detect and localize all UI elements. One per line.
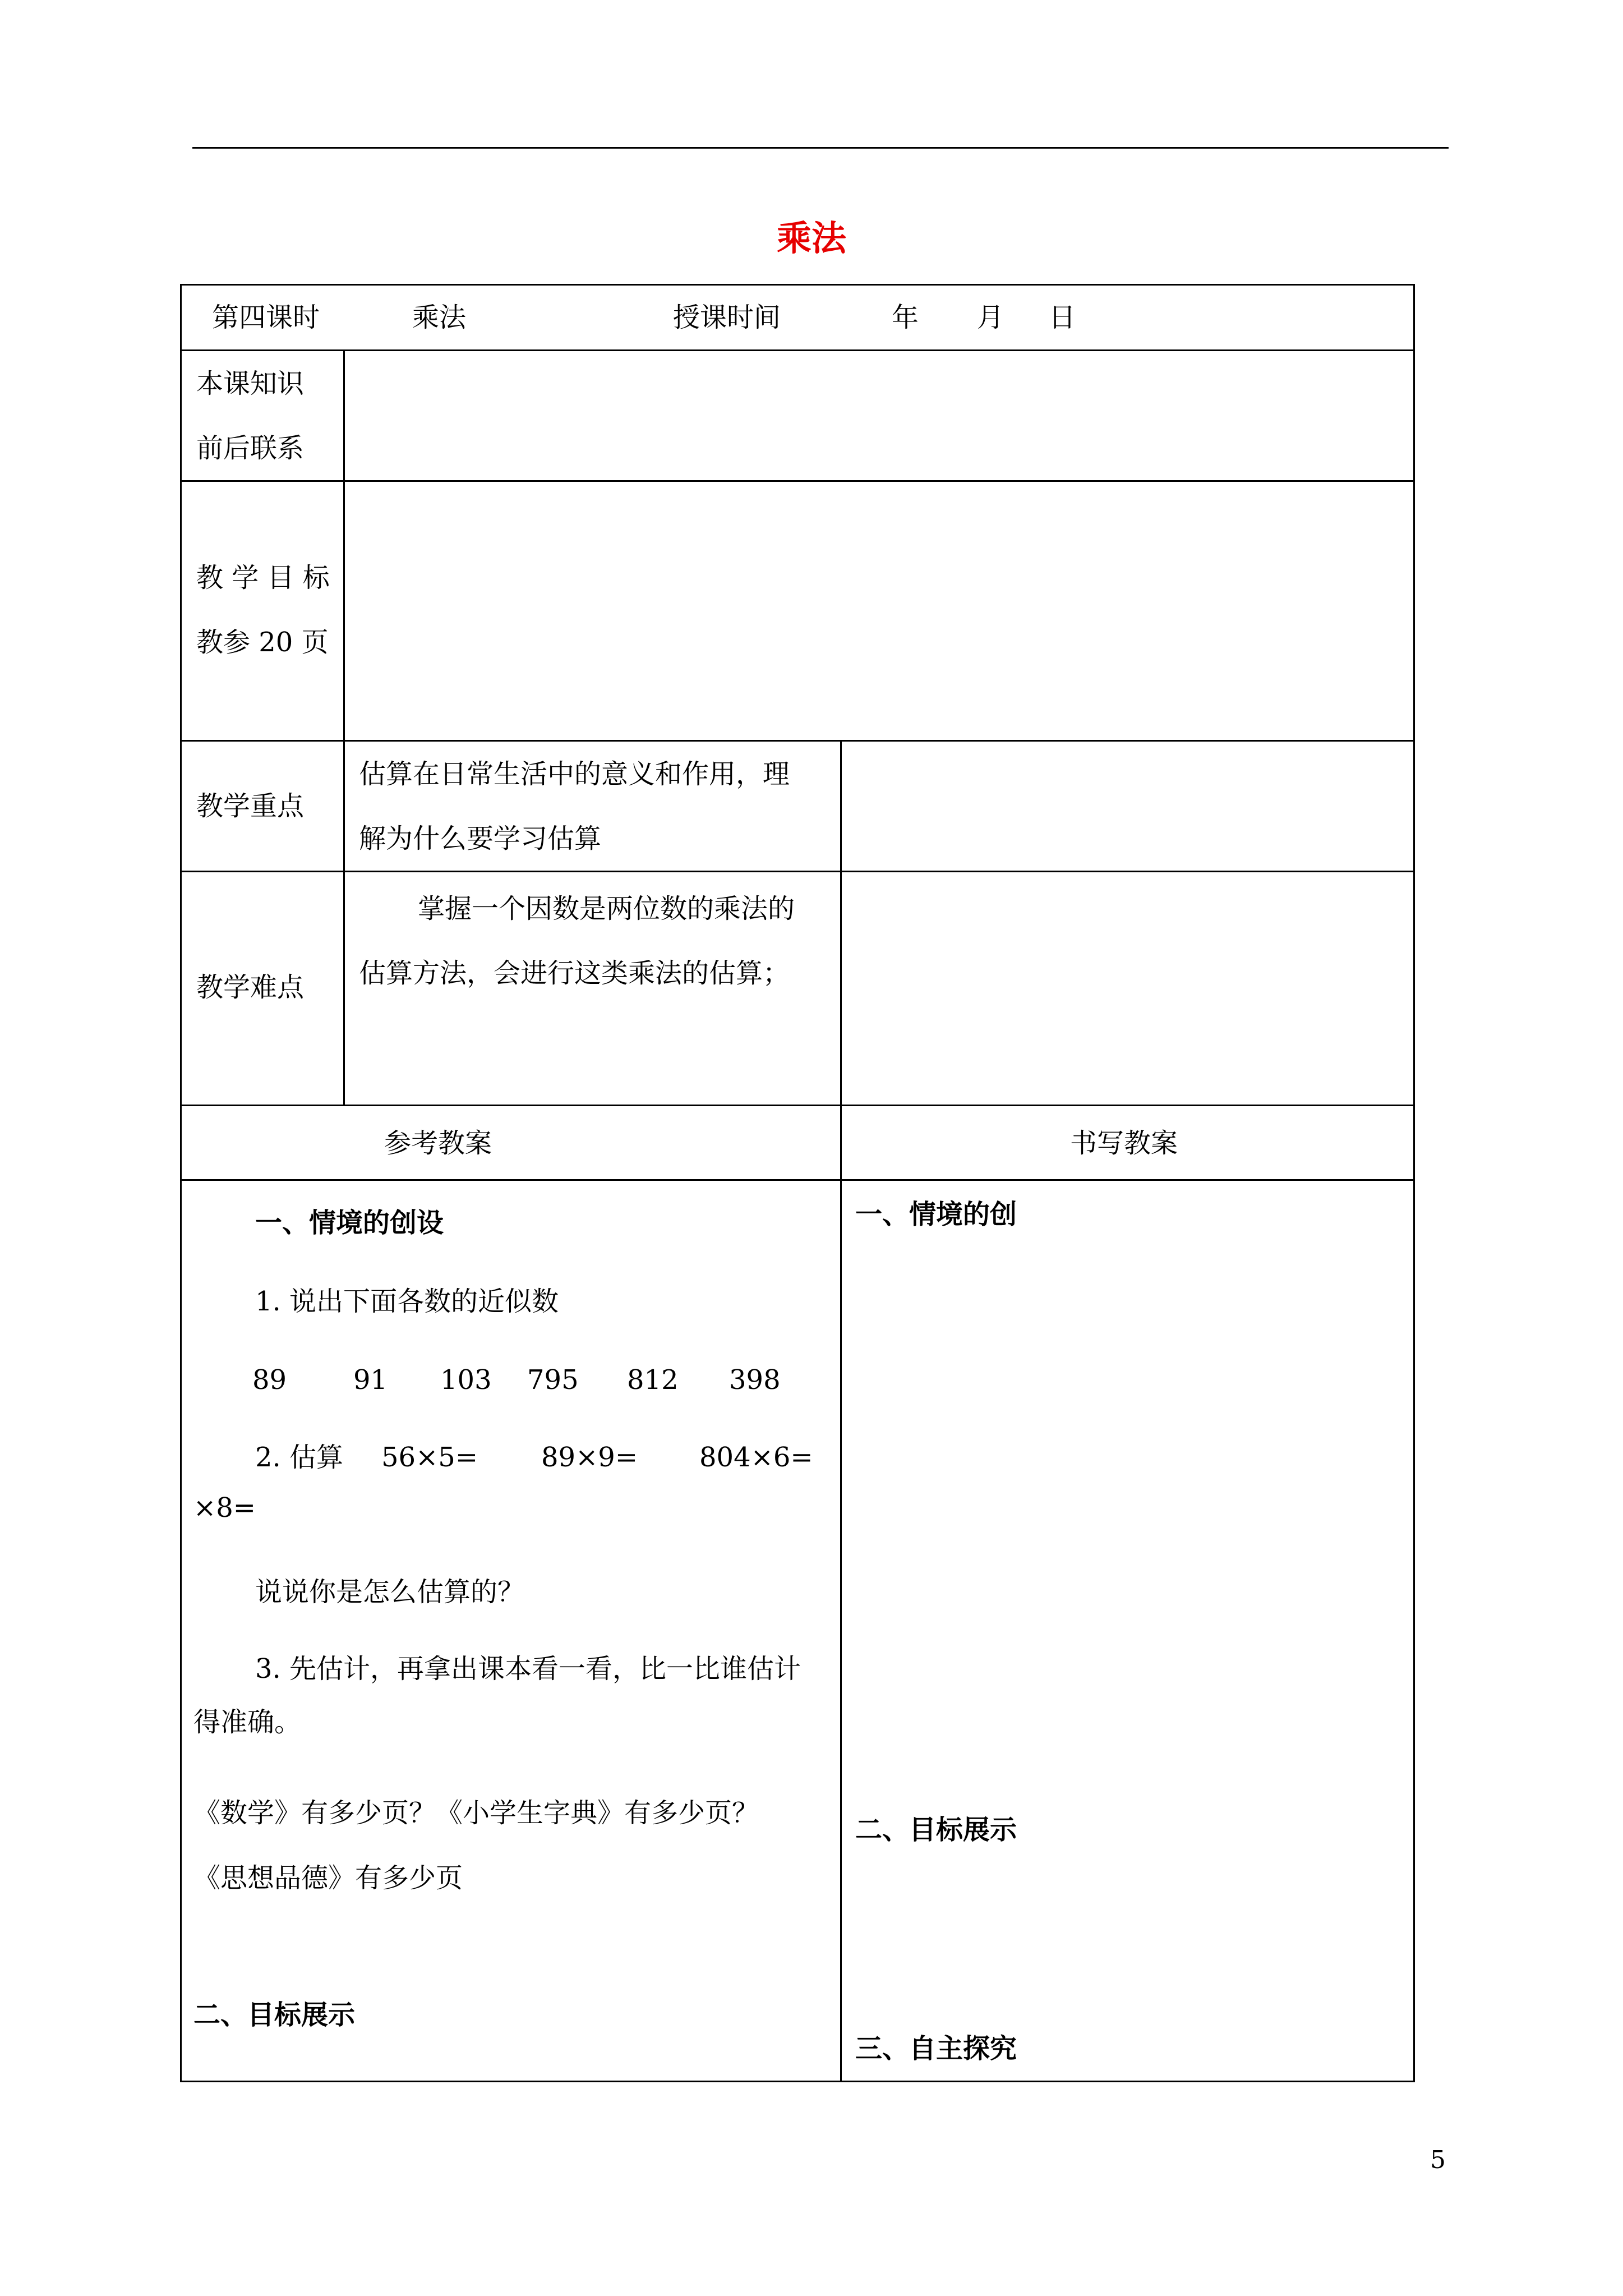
estimate-expr-2: 89×9= [541,1442,638,1473]
books-line-1: 《数学》有多少页？《小学生字典》有多少页？ [193,1797,759,1829]
goals-label-line1: 教 学 目 标 [196,562,330,593]
number-6: 398 [729,1364,781,1396]
writing-section-3: 三、自主探究 [855,2033,1017,2064]
writing-header: 书写教案 [1070,1128,1178,1159]
page-number: 5 [1430,2146,1446,2174]
estimate-expr-1: 56×5= [381,1442,478,1473]
goals-label-cell [180,480,345,742]
estimate-expr-cont: ×8= [193,1492,256,1524]
number-5: 812 [627,1364,679,1396]
reference-section-2: 二、目标展示 [193,1999,356,2031]
month-label: 月 [977,302,1004,333]
writing-section-1: 一、情境的创 [855,1199,1017,1230]
number-2: 91 [353,1364,388,1396]
lesson-number: 第四课时 [212,302,320,333]
number-1: 89 [252,1364,287,1396]
reference-item-3-line2: 得准确。 [193,1706,302,1738]
context-label-line2: 前后联系 [196,432,305,464]
estimate-expr-3: 804×6= [699,1442,813,1473]
writing-plan-cell [840,1179,1415,2082]
goals-label-line2: 教参 20 页 [196,627,329,658]
key-points-text-line1: 估算在日常生活中的意义和作用，理 [359,758,790,790]
number-3: 103 [440,1364,492,1396]
time-label: 授课时间 [673,302,781,333]
reference-header: 参考教案 [384,1128,492,1159]
day-label: 日 [1049,302,1076,333]
context-content-cell [343,349,1415,482]
page-title: 乘法 [776,218,846,259]
key-points-label: 教学重点 [196,790,305,822]
number-4: 795 [527,1364,579,1396]
reference-section-1: 一、情境的创设 [255,1207,444,1239]
reference-item-1: 1. 说出下面各数的近似数 [255,1286,559,1317]
key-points-text-line2: 解为什么要学习估算 [359,823,602,854]
key-points-notes-cell [840,740,1415,872]
reference-question: 说说你是怎么估算的？ [255,1576,525,1608]
books-line-2: 《思想品德》有多少页 [193,1862,463,1894]
difficulties-text-line2: 估算方法，会进行这类乘法的估算； [359,958,790,989]
writing-section-2: 二、目标展示 [855,1814,1017,1846]
lesson-name: 乘法 [412,302,467,333]
difficulties-notes-cell [840,871,1415,1106]
reference-header-cell [180,1105,842,1181]
header-row [180,284,1415,351]
year-label: 年 [892,302,919,333]
context-label-line1: 本课知识 [196,368,305,399]
goals-content-cell [343,480,1415,742]
difficulties-label: 教学难点 [196,972,305,1003]
reference-item-2-label: 2. 估算 [255,1442,344,1473]
header-rule [192,147,1449,149]
difficulties-text-line1: 掌握一个因数是两位数的乘法的 [418,893,795,924]
reference-item-3-line1: 3. 先估计，再拿出课本看一看，比一比谁估计 [255,1653,801,1685]
